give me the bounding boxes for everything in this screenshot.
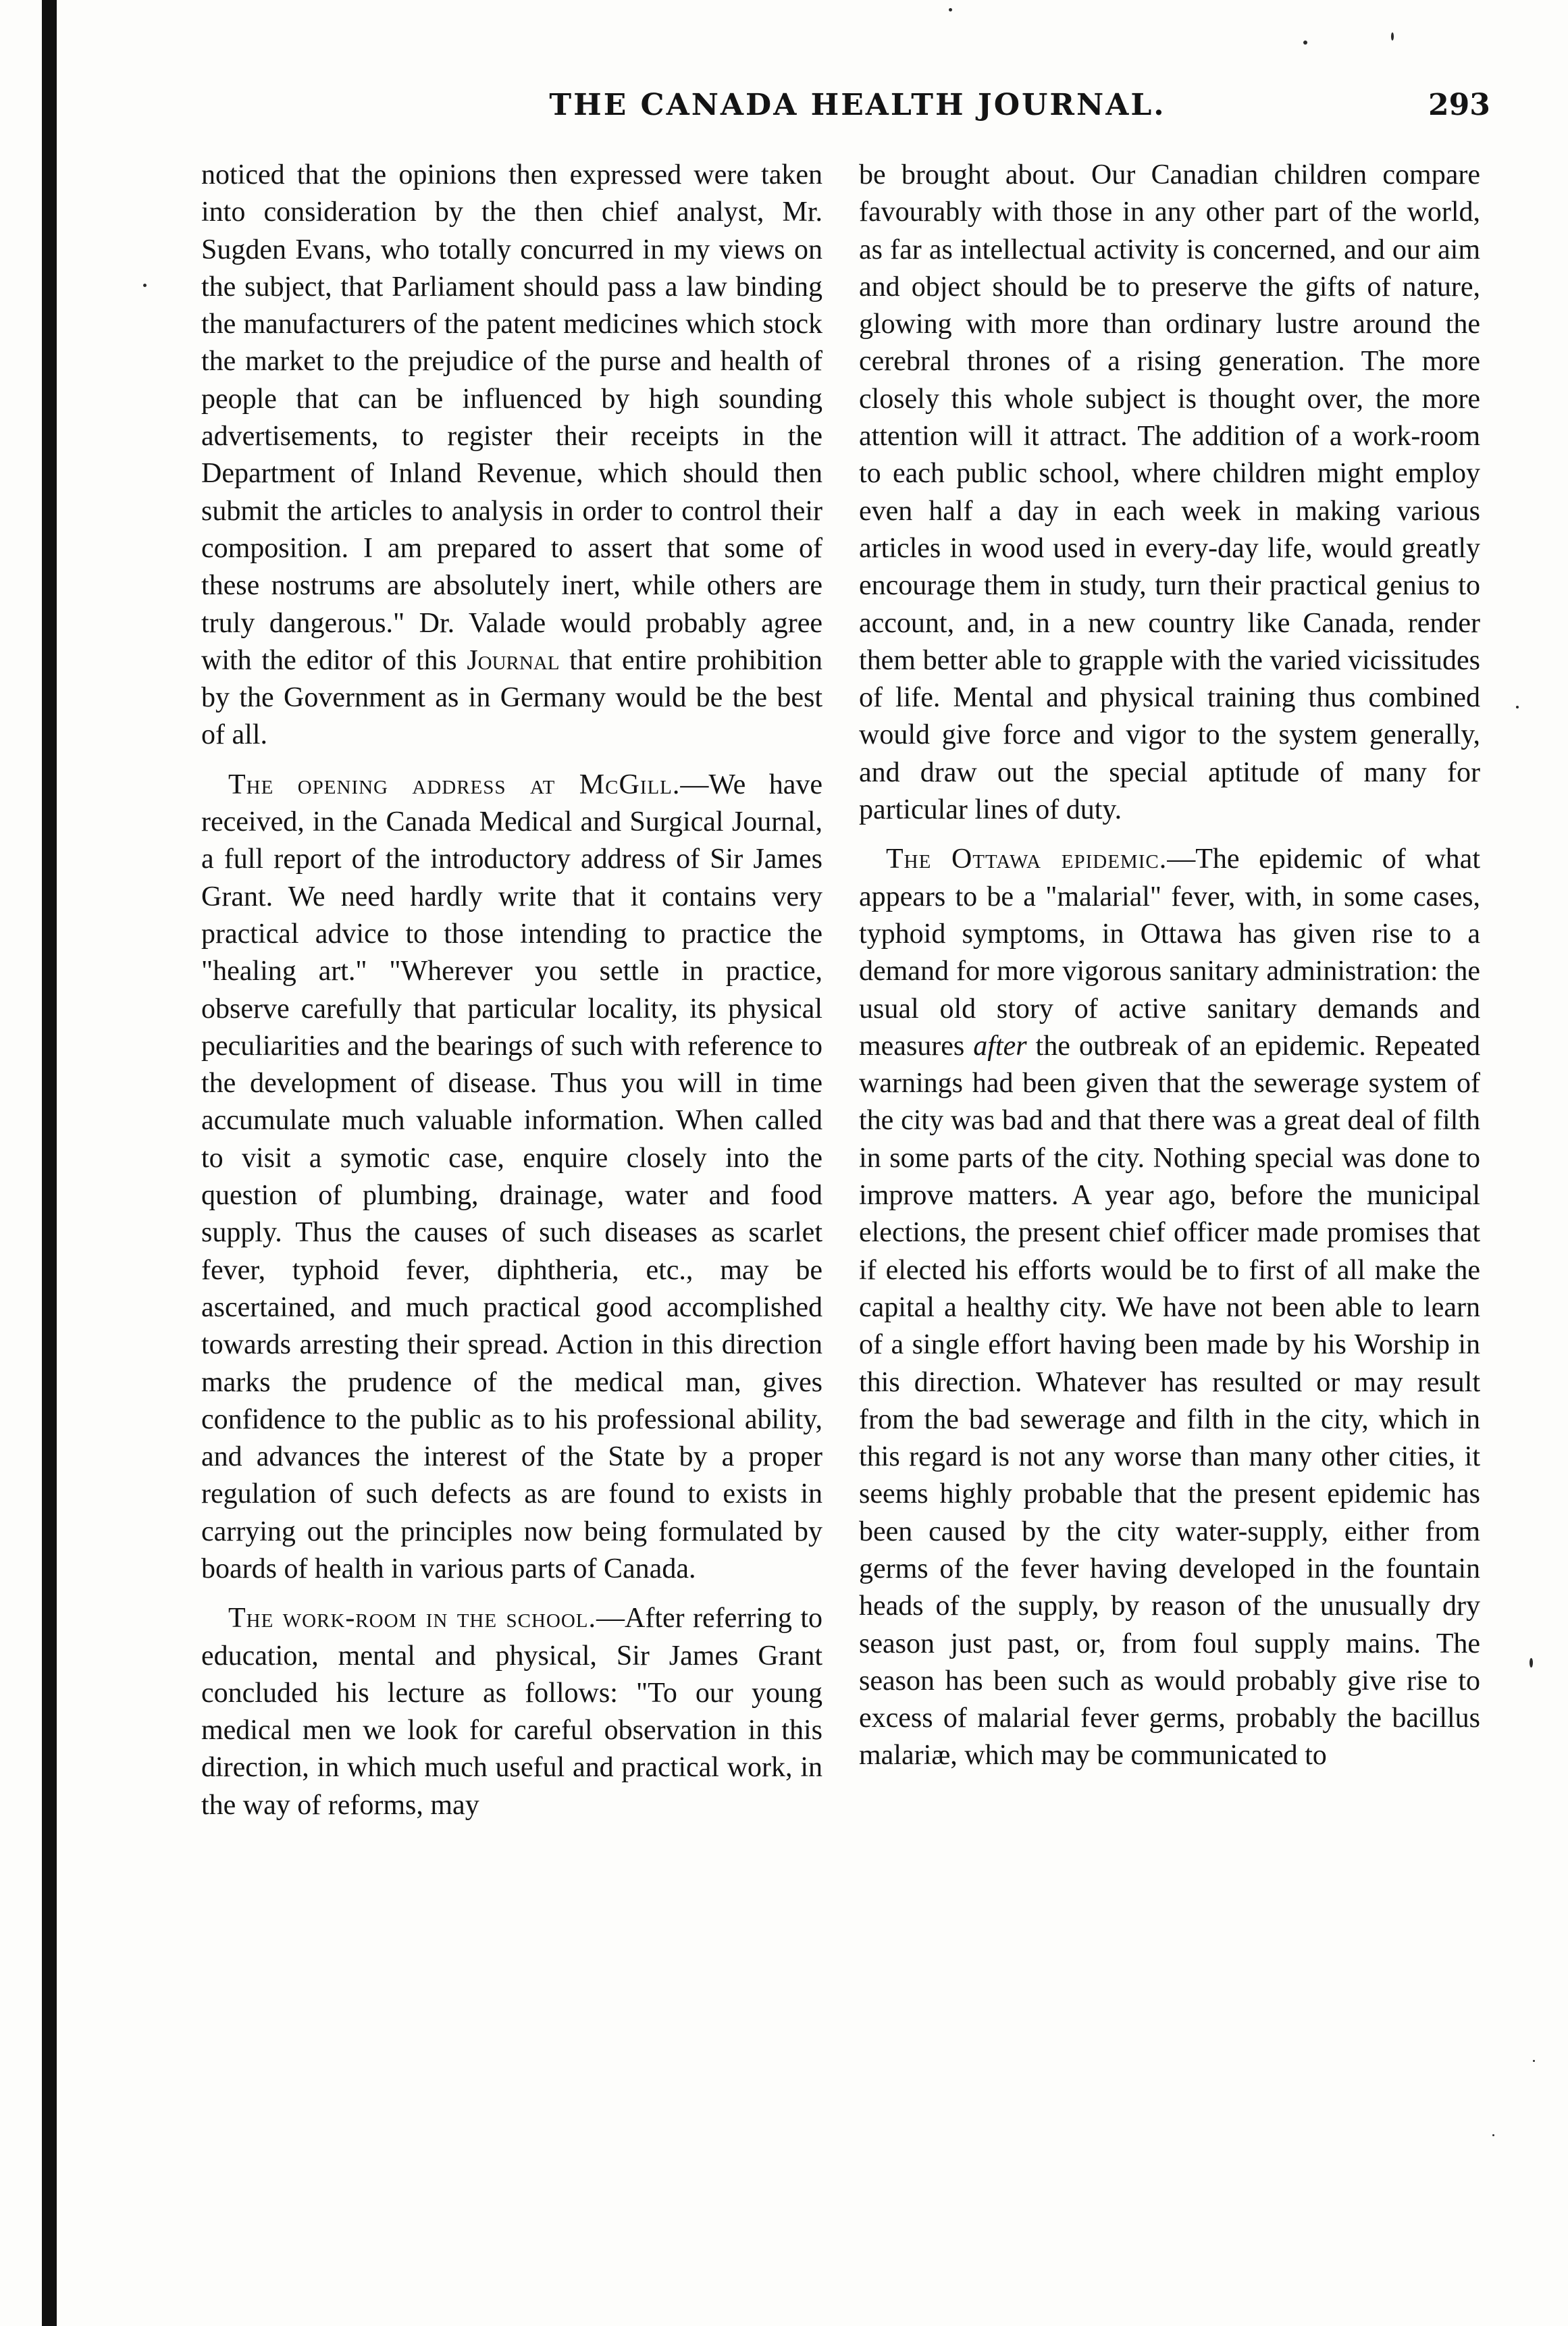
paragraph-text: —After referring to education, mental and physical, Sir James Grant concluded his lecture as follows: "To our young medical men we look for careful observation in this direction, in which much useful and practical work, in the way of reforms, may	[201, 1603, 822, 1821]
paragraph-mcgill-address	[201, 767, 822, 1588]
section-heading-work-room: The work-room in the school.	[228, 1603, 597, 1634]
journal-word: Journal	[467, 644, 560, 676]
paragraph-ottawa-epidemic	[859, 841, 1480, 1774]
running-head	[0, 88, 1568, 135]
paragraph-work-room	[201, 1600, 822, 1824]
print-speck	[143, 284, 147, 287]
print-speck	[1530, 1658, 1533, 1668]
paragraph-text: the outbreak of an epidemic. Repeated warnings had been given that the sewerage system of the city was bad and that there was a great deal of filth in some parts of the city. Nothing special was done to improve matters. A year ago, before the municipal elections, the present chief officer made promises that if elected his efforts would be to first of all make the capital a healthy city. We have not been able to learn of a single effort having been made by his Worship in this direction. Whatever has resulted or may result from the bad sewerage and filth in the city, which in this regard is not any worse than many other cities, it seems highly probable that the present epidemic has been caused by the city water-supply, either from germs of the fever having developed in the fountain heads of the supply, by reason of the unusually dry season just past, or, from foul supply mains. The season has been such as would probably give rise to excess of malarial fever germs, probably the bacillus malariæ, which may be communicated to	[859, 1030, 1480, 1772]
section-heading-mcgill: The opening address at McGill.	[228, 769, 681, 800]
emphasis-after: after	[973, 1030, 1027, 1062]
section-heading-ottawa: The Ottawa epidemic.	[886, 844, 1168, 875]
paragraph-text: that entire prohibition by the Government as in Germany would be the best of all.	[201, 644, 822, 751]
binding-shadow	[42, 0, 57, 2326]
paragraph-text: —We have received, in the Canada Medical and Surgical Journal, a full report of the introductory address of Sir James Grant. We need hardly write that it contains very practical advice to those intending to practice the "healing art." "Wherever you settle in practice, observe carefully that particular locality, its physical peculiarities and the bearings of such with reference to the development of disease. Thus you will in time accumulate much valuable information. When called to visit a symotic case, enquire closely into the question of plumbing, drainage, water and food supply. Thus the causes of such diseases as scarlet fever, typhoid fever, diphtheria, etc., may be ascertained, and much practical good accomplished towards arresting their spread. Action in this direction marks the prudence of the medical man, gives confidence to the public as to his professional ability, and advances the interest of the State by a proper regulation of such defects as are found to exists in carrying out the principles now being formulated by boards of health in various parts of Canada.	[201, 769, 822, 1584]
paragraph-text: noticed that the opinions then expressed were taken into consideration by the then chief analyst, Mr. Sugden Evans, who totally concurred in my views on the subject, that Parliament should pass a law binding the manufacturers of the patent medicines which stock the market to the prejudice of the purse and health of people that can be influenced by high sounding advertisements, to register their receipts in the Department of Inland Revenue, which should then submit the articles to analysis in order to control their composition. I am prepared to assert that some of these nostrums are absolutely inert, while others are truly dangerous." Dr. Valade would probably agree with the editor of this	[201, 159, 822, 676]
print-speck	[1516, 706, 1519, 708]
print-speck	[1533, 2060, 1535, 2062]
print-speck	[1492, 2134, 1494, 2136]
left-column	[201, 157, 822, 1824]
page-number: 293	[1428, 88, 1490, 122]
right-column	[859, 157, 1480, 1775]
journal-title: THE CANADA HEALTH JOURNAL.	[549, 88, 1166, 122]
print-speck	[1391, 32, 1394, 41]
paragraph-text: —The epidemic of what appears to be a "malarial" fever, with, in some cases, typhoid symptoms, in Ottawa has given rise to a demand for more vigorous sanitary administration: the usual old story of active sanitary demands and measures	[859, 844, 1480, 1062]
print-speck	[1303, 41, 1307, 45]
paragraph-work-room-continued: be brought about. Our Canadian children compare favourably with those in any other part of the world, as far as intellectual activity is concerned, and our aim and object should be to preserve the gifts of nature, glowing with more than ordinary lustre around the cerebral thrones of a rising generation. The more closely this whole subject is thought over, the more attention will it attract. The addition of a work-room to each public school, where children might employ even half a day in each week in making various articles in wood used in every-day life, would greatly encourage them in study, turn their practical genius to account, and, in a new country like Canada, render them better able to grapple with the varied vicissitudes of life. Mental and physical training thus combined would give force and vigor to the system generally, and draw out the special aptitude of many for particular lines of duty.	[859, 159, 1480, 826]
paragraph-patent-medicines	[201, 157, 822, 754]
print-speck	[949, 8, 952, 11]
